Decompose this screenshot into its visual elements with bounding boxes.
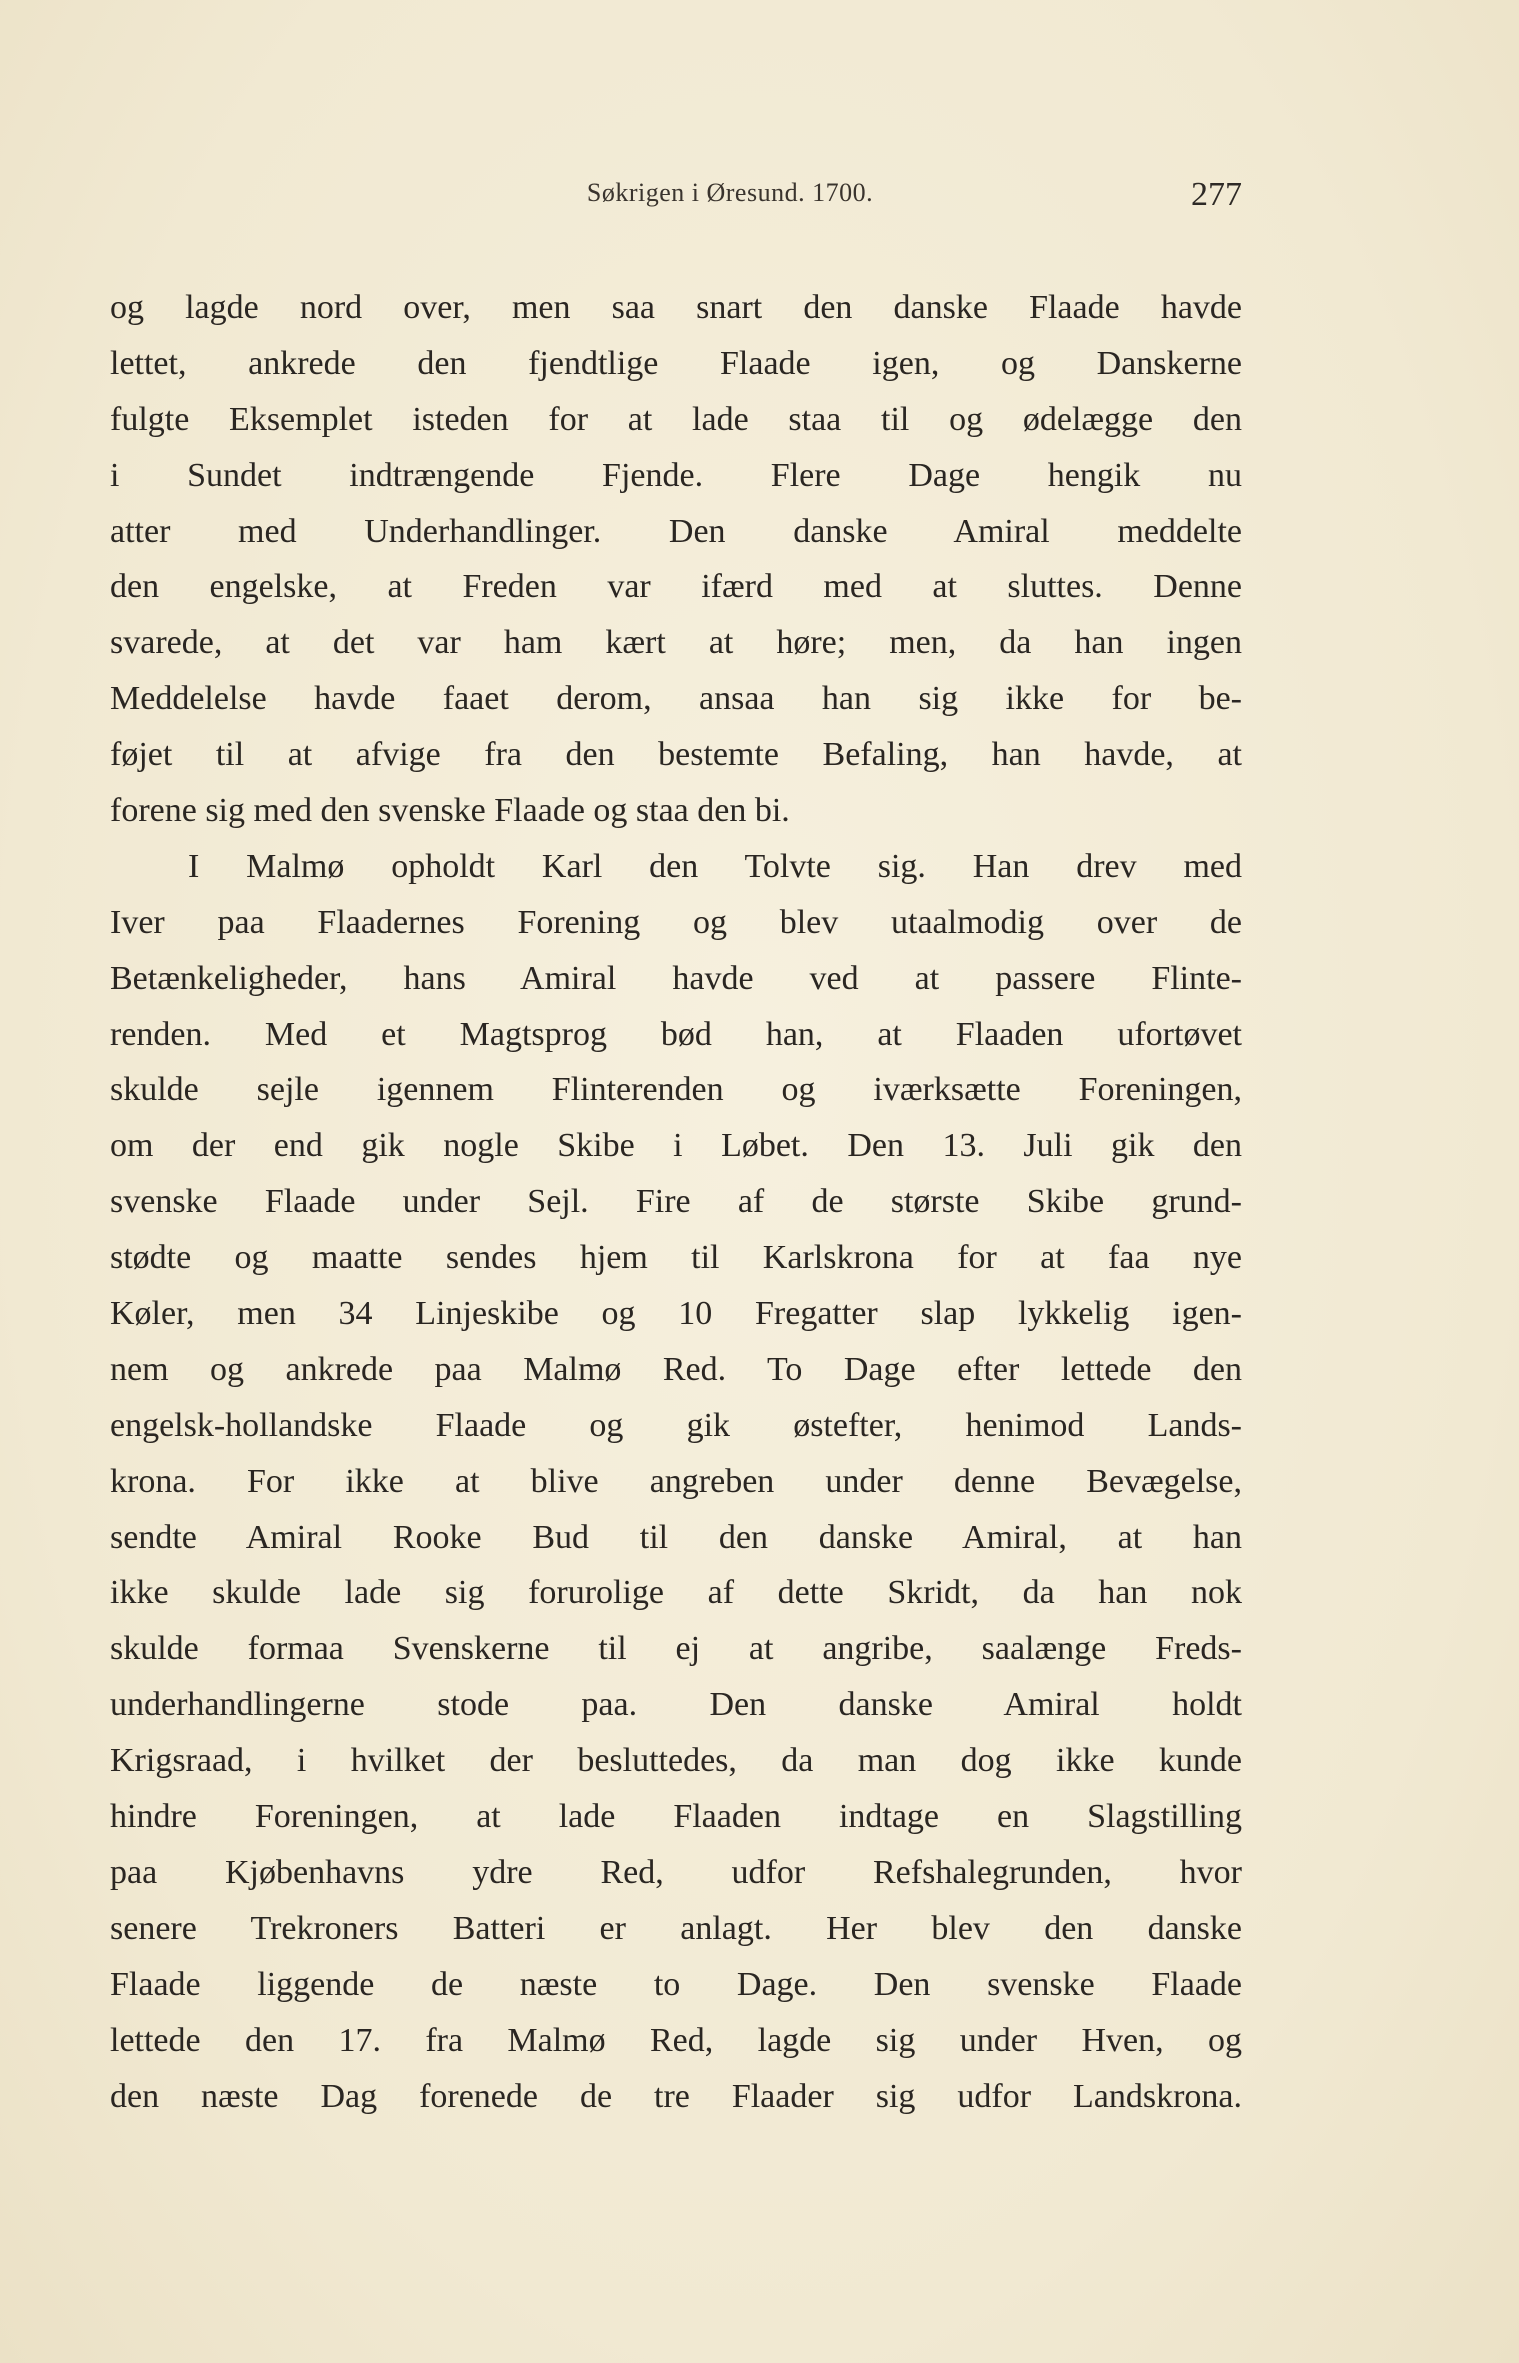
text-line: om der end gik nogle Skibe i Løbet. Den 13. Juli gik den: [110, 1127, 1242, 1165]
text-line: skulde sejle igennem Flinterenden og iværksætte Foreningen,: [110, 1071, 1242, 1109]
text-line: underhandlingerne stode paa. Den danske Amiral holdt: [110, 1686, 1242, 1724]
text-line: krona. For ikke at blive angreben under denne Bevægelse,: [110, 1462, 1242, 1500]
text-line: renden. Med et Magtsprog bød han, at Flaaden ufortøvet: [110, 1015, 1242, 1053]
text-line: Iver paa Flaadernes Forening og blev utaalmodig over de: [110, 903, 1242, 941]
text-line: den engelske, at Freden var ifærd med at sluttes. Denne: [110, 568, 1242, 606]
text-line: senere Trekroners Batteri er anlagt. Her blev den danske: [110, 1909, 1242, 1947]
text-line: svenske Flaade under Sejl. Fire af de største Skibe grund-: [110, 1183, 1242, 1221]
body-text: [110, 280, 1242, 2124]
text-line: sendte Amiral Rooke Bud til den danske Amiral, at han: [110, 1518, 1242, 1556]
text-line: den næste Dag forenede de tre Flaader sig udfor Landskrona.: [110, 2077, 1242, 2115]
text-line: i Sundet indtrængende Fjende. Flere Dage hengik nu: [110, 456, 1242, 494]
text-line: I Malmø opholdt Karl den Tolvte sig. Han drev med: [188, 847, 1242, 885]
text-line: lettede den 17. fra Malmø Red, lagde sig under Hven, og: [110, 2021, 1242, 2059]
text-line: Krigsraad, i hvilket der besluttedes, da man dog ikke kunde: [110, 1742, 1242, 1780]
text-line: Betænkeligheder, hans Amiral havde ved at passere Flinte-: [110, 959, 1242, 997]
text-line: Flaade liggende de næste to Dage. Den svenske Flaade: [110, 1965, 1242, 2003]
text-line: stødte og maatte sendes hjem til Karlskrona for at faa nye: [110, 1239, 1242, 1277]
text-line: fulgte Eksemplet isteden for at lade staa til og ødelægge den: [110, 400, 1242, 438]
text-line: føjet til at afvige fra den bestemte Befaling, han havde, at: [110, 736, 1242, 774]
page-number: 277: [1191, 176, 1242, 213]
text-line: Køler, men 34 Linjeskibe og 10 Fregatter slap lykkelig igen-: [110, 1295, 1242, 1333]
running-title: Søkrigen i Øresund. 1700.: [586, 178, 874, 207]
text-line: skulde formaa Svenskerne til ej at angribe, saalænge Freds-: [110, 1630, 1242, 1668]
text-line: lettet, ankrede den fjendtlige Flaade igen, og Danskerne: [110, 344, 1242, 382]
text-line: hindre Foreningen, at lade Flaaden indtage en Slagstilling: [110, 1798, 1242, 1836]
text-line: Meddelelse havde faaet derom, ansaa han sig ikke for be-: [110, 680, 1242, 718]
text-line: forene sig med den svenske Flaade og staa den bi.: [110, 792, 790, 830]
text-line: ikke skulde lade sig forurolige af dette Skridt, da han nok: [110, 1574, 1242, 1612]
text-line: paa Kjøbenhavns ydre Red, udfor Refshalegrunden, hvor: [110, 1853, 1242, 1891]
text-line: og lagde nord over, men saa snart den danske Flaade havde: [110, 289, 1242, 326]
text-line: atter med Underhandlinger. Den danske Amiral meddelte: [110, 512, 1242, 550]
text-line: svarede, at det var ham kært at høre; men, da han ingen: [110, 624, 1242, 662]
text-line: nem og ankrede paa Malmø Red. To Dage efter lettede den: [110, 1350, 1242, 1388]
text-line: engelsk-hollandske Flaade og gik østefter, henimod Lands-: [110, 1406, 1242, 1444]
